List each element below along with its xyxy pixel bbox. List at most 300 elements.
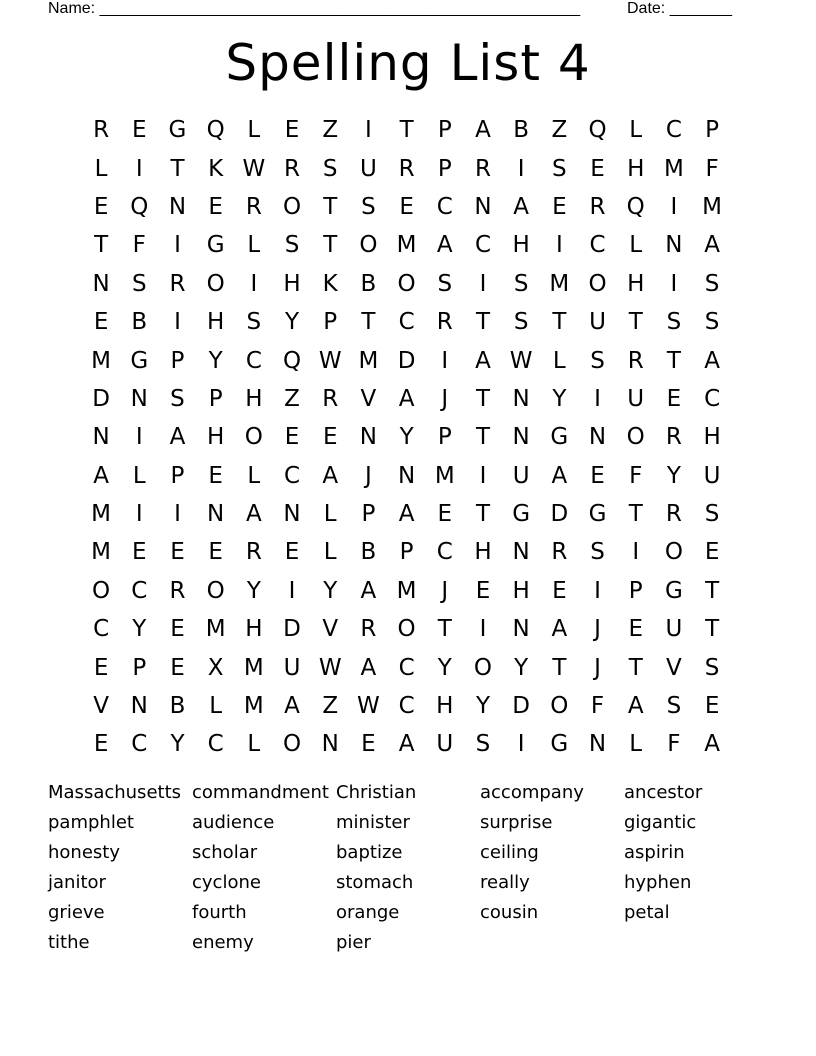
grid-letter: S [704,654,720,681]
grid-letter: V [322,616,339,643]
grid-letter: G [588,501,607,528]
grid-letter: Y [399,424,414,451]
grid-letter: I [135,155,143,182]
grid-letter: H [627,270,645,297]
grid-letter: W [357,693,380,720]
grid-letter: L [552,347,566,374]
grid-letter: Y [552,385,567,412]
grid-letter: N [397,462,416,489]
grid-letter: T [323,193,338,220]
grid-letter: L [323,539,337,566]
grid-letter: Y [475,693,490,720]
grid-letter: Y [666,462,681,489]
grid-letter: A [245,501,262,528]
grid-letter: D [550,501,569,528]
grid-letter: I [441,347,449,374]
word-list-item: honesty [48,842,120,863]
grid-letter: H [436,693,454,720]
grid-letter: R [398,155,415,182]
grid-letter: S [590,347,605,374]
grid-letter: G [550,731,569,758]
grid-letter: T [475,385,490,412]
grid-letter: C [665,117,682,144]
grid-letter: F [629,462,643,489]
grid-letter: O [244,424,263,451]
grid-letter: P [361,501,376,528]
grid-letter: A [513,193,530,220]
word-list-item: grieve [48,902,105,923]
grid-letter: F [132,232,146,259]
grid-letter: E [93,193,109,220]
grid-letter: P [323,309,338,336]
grid-letter: O [282,731,302,758]
grid-letter: N [588,731,607,758]
grid-letter: H [512,577,530,604]
grid-letter: Q [588,117,607,144]
grid-letter: S [246,309,262,336]
grid-letter: T [361,309,376,336]
grid-letter: J [441,577,449,604]
grid-letter: T [94,232,109,259]
grid-letter: P [437,155,452,182]
grid-letter: C [398,654,415,681]
grid-letter: A [398,385,415,412]
grid-letter: E [170,539,185,566]
grid-letter: E [208,193,223,220]
grid-letter: T [437,616,452,643]
word-list-item: baptize [336,842,403,863]
grid-letter: V [93,693,109,720]
word-list-item: ceiling [480,842,539,863]
grid-letter: G [512,501,531,528]
grid-letter: A [475,117,491,144]
grid-letter: M [396,232,417,259]
grid-letter: W [318,347,342,374]
grid-letter: G [664,577,683,604]
word-list-item: audience [192,812,275,833]
grid-letter: T [666,347,681,374]
grid-letter: A [551,462,568,489]
grid-letter: S [475,731,491,758]
grid-letter: R [169,270,186,297]
grid-letter: L [132,462,146,489]
grid-letter: T [705,616,720,643]
grid-letter: U [436,731,454,758]
grid-letter: F [590,693,605,720]
grid-letter: X [207,654,224,681]
grid-letter: B [169,693,186,720]
grid-letter: Q [282,347,302,374]
grid-letter: U [665,616,683,643]
grid-letter: N [512,539,530,566]
grid-letter: I [670,270,678,297]
grid-letter: N [130,693,148,720]
word-list-item: cyclone [192,872,261,893]
grid-letter: N [92,424,110,451]
grid-letter: S [704,309,720,336]
grid-letter: E [93,309,109,336]
grid-letter: P [170,462,185,489]
grid-letter: I [479,616,487,643]
grid-letter: E [208,539,223,566]
grid-letter: C [131,731,148,758]
grid-letter: M [549,270,570,297]
grid-letter: H [245,385,263,412]
grid-letter: Y [170,731,185,758]
grid-letter: P [628,577,643,604]
grid-letter: H [207,424,225,451]
grid-letter: C [207,731,224,758]
grid-letter: M [243,693,264,720]
word-list-item: pier [336,932,371,953]
grid-letter: I [517,731,525,758]
word-list-item: accompany [480,782,584,803]
grid-letter: E [399,193,414,220]
grid-letter: P [437,117,452,144]
grid-letter: W [318,654,342,681]
grid-letter: G [206,232,225,259]
grid-letter: Q [206,117,225,144]
grid-letter: E [361,731,376,758]
grid-letter: S [284,232,300,259]
grid-letter: M [243,654,264,681]
grid-letter: O [92,577,111,604]
word-list-item: ancestor [624,782,703,803]
grid-letter: E [590,462,605,489]
grid-letter: R [284,155,301,182]
grid-letter: S [704,270,720,297]
grid-letter: I [479,462,487,489]
grid-letter: N [168,193,187,220]
grid-letter: S [704,501,720,528]
grid-letter: Q [626,193,645,220]
grid-letter: N [474,193,492,220]
grid-letter: I [174,309,181,336]
grid-letter: I [670,193,678,220]
word-list-item: aspirin [624,842,685,863]
grid-letter: O [206,270,225,297]
word-list-item: orange [336,902,400,923]
grid-letter: A [436,232,453,259]
grid-letter: N [92,270,110,297]
grid-letter: I [594,577,601,604]
grid-letter: R [322,385,339,412]
grid-letter: U [703,462,721,489]
grid-letter: U [589,309,606,336]
grid-letter: R [360,616,377,643]
grid-letter: N [359,424,378,451]
grid-letter: S [513,270,529,297]
grid-letter: B [513,117,530,144]
grid-letter: E [437,501,453,528]
grid-letter: N [283,501,301,528]
grid-letter: A [704,232,720,259]
grid-letter: L [94,155,108,182]
grid-letter: R [551,539,568,566]
grid-letter: T [399,117,414,144]
grid-letter: D [397,347,416,374]
grid-letter: S [437,270,453,297]
grid-letter: V [360,385,377,412]
grid-letter: O [206,577,225,604]
grid-letter: J [365,462,372,489]
grid-letter: C [93,616,110,643]
grid-letter: E [284,117,300,144]
grid-letter: Z [322,693,339,720]
grid-letter: A [360,654,377,681]
grid-letter: E [132,539,147,566]
grid-letter: C [589,232,606,259]
grid-letter: C [245,347,262,374]
grid-letter: R [665,501,682,528]
grid-letter: E [628,616,643,643]
word-list-item: Christian [336,782,417,803]
grid-letter: E [93,731,109,758]
grid-letter: P [399,539,414,566]
grid-letter: M [702,193,723,220]
grid-letter: U [512,462,530,489]
grid-letter: H [207,309,225,336]
word-list-item: commandment [192,782,329,803]
grid-letter: E [170,654,185,681]
grid-letter: D [512,693,531,720]
date-field-label: Date: _______ [627,0,732,17]
grid-letter: L [323,501,337,528]
word-list-item: pamphlet [48,812,134,833]
word-list-item: stomach [336,872,414,893]
grid-letter: R [627,347,644,374]
grid-letter: T [628,654,643,681]
grid-letter: N [321,731,339,758]
grid-letter: N [207,501,225,528]
grid-letter: I [594,385,601,412]
grid-letter: I [250,270,258,297]
grid-letter: M [663,155,684,182]
grid-letter: U [359,155,377,182]
grid-letter: E [704,693,720,720]
grid-letter: I [288,577,296,604]
word-list-item: hyphen [624,872,692,893]
grid-letter: O [550,693,569,720]
grid-letter: C [474,232,491,259]
grid-letter: A [284,693,300,720]
grid-letter: M [205,616,226,643]
grid-letter: K [322,270,338,297]
grid-letter: A [475,347,491,374]
grid-letter: C [398,693,415,720]
word-list-item: petal [624,902,670,923]
grid-letter: T [323,232,338,259]
grid-letter: B [131,309,148,336]
word-list-item: really [480,872,530,893]
grid-letter: O [397,270,416,297]
word-list-item: gigantic [624,812,697,833]
grid-letter: L [209,693,223,720]
grid-letter: E [322,424,338,451]
grid-letter: G [550,424,569,451]
grid-letter: L [629,731,643,758]
grid-letter: H [627,155,645,182]
grid-letter: H [512,232,530,259]
grid-letter: I [479,270,487,297]
grid-letter: P [437,424,452,451]
grid-letter: P [208,385,223,412]
grid-letter: T [475,501,490,528]
grid-letter: M [91,347,112,374]
grid-letter: S [666,693,682,720]
grid-letter: B [360,270,377,297]
word-list-item: janitor [48,872,106,893]
grid-letter: N [588,424,607,451]
grid-letter: T [705,577,720,604]
grid-letter: O [588,270,607,297]
word-list-item: scholar [192,842,258,863]
grid-letter: O [664,539,683,566]
grid-letter: Y [285,309,300,336]
grid-letter: J [594,654,601,681]
grid-letter: E [552,577,567,604]
word-list-item: fourth [192,902,247,923]
grid-letter: P [132,654,147,681]
grid-letter: Y [246,577,261,604]
grid-letter: R [93,117,110,144]
grid-letter: I [632,539,640,566]
grid-letter: Y [132,616,147,643]
grid-letter: T [628,309,643,336]
grid-letter: Q [130,193,149,220]
grid-letter: O [397,616,416,643]
grid-letter: H [703,424,721,451]
grid-letter: Z [322,117,339,144]
grid-letter: H [283,270,301,297]
grid-letter: N [512,424,530,451]
grid-letter: O [282,193,302,220]
grid-letter: E [666,385,682,412]
grid-letter: V [666,654,682,681]
grid-letter: R [169,577,186,604]
grid-letter: W [509,347,533,374]
grid-letter: E [170,616,185,643]
grid-letter: G [130,347,149,374]
grid-letter: O [359,232,378,259]
grid-letter: I [517,155,525,182]
grid-letter: S [552,155,567,182]
grid-letter: U [627,385,645,412]
grid-letter: C [131,577,148,604]
grid-letter: S [322,155,338,182]
grid-letter: S [666,309,682,336]
grid-letter: R [474,155,491,182]
grid-letter: I [174,501,181,528]
page-title: Spelling List 4 [225,34,591,92]
grid-letter: G [168,117,187,144]
grid-letter: E [284,539,300,566]
grid-letter: Y [514,654,529,681]
grid-letter: A [398,501,415,528]
grid-letter: A [551,616,568,643]
grid-letter: B [360,539,377,566]
grid-letter: E [552,193,567,220]
grid-letter: Y [437,654,452,681]
grid-letter: E [208,462,223,489]
grid-letter: S [513,309,529,336]
grid-letter: C [436,193,453,220]
word-list-item: cousin [480,902,539,923]
grid-letter: C [398,309,415,336]
grid-letter: K [208,155,224,182]
grid-letter: W [242,155,266,182]
grid-letter: P [170,347,185,374]
grid-letter: L [629,117,643,144]
grid-letter: I [365,117,372,144]
grid-letter: R [665,424,682,451]
grid-letter: E [132,117,147,144]
grid-letter: L [247,462,261,489]
grid-letter: A [169,424,186,451]
grid-letter: L [247,232,261,259]
grid-letter: I [135,501,143,528]
grid-letter: D [283,616,301,643]
grid-letter: L [629,232,643,259]
grid-letter: I [135,424,143,451]
grid-letter: F [667,731,681,758]
grid-letter: S [361,193,376,220]
grid-letter: T [475,424,490,451]
grid-letter: M [91,501,112,528]
word-list-item: surprise [480,812,553,833]
grid-letter: M [396,577,417,604]
grid-letter: T [628,501,643,528]
grid-letter: H [474,539,492,566]
grid-letter: I [174,232,181,259]
word-search-grid [82,111,731,764]
grid-letter: Z [551,117,568,144]
grid-letter: M [434,462,455,489]
grid-letter: E [284,424,300,451]
word-list-item: enemy [192,932,254,953]
grid-letter: S [590,539,605,566]
grid-letter: S [170,385,185,412]
grid-letter: A [360,577,377,604]
grid-letter: E [590,155,605,182]
grid-letter: T [552,309,567,336]
grid-letter: N [512,385,530,412]
grid-letter: C [704,385,721,412]
grid-letter: M [91,539,112,566]
word-list-item: Massachusetts [48,782,182,803]
grid-letter: J [441,385,449,412]
grid-letter: A [704,347,720,374]
grid-letter: L [247,117,261,144]
grid-letter: A [322,462,339,489]
grid-letter: C [436,539,453,566]
word-list-item: tithe [48,932,90,953]
grid-letter: T [170,155,185,182]
grid-letter: O [626,424,645,451]
grid-letter: Y [208,347,223,374]
grid-letter: P [705,117,720,144]
grid-letter: R [245,539,262,566]
grid-letter: T [552,654,567,681]
header [48,0,748,19]
grid-letter: I [555,232,563,259]
grid-letter: H [245,616,263,643]
word-list [48,778,768,958]
grid-letter: U [283,654,301,681]
name-field-label: Name: ______________________________________________________ [48,0,581,17]
grid-letter: Y [323,577,338,604]
grid-letter: N [665,232,683,259]
